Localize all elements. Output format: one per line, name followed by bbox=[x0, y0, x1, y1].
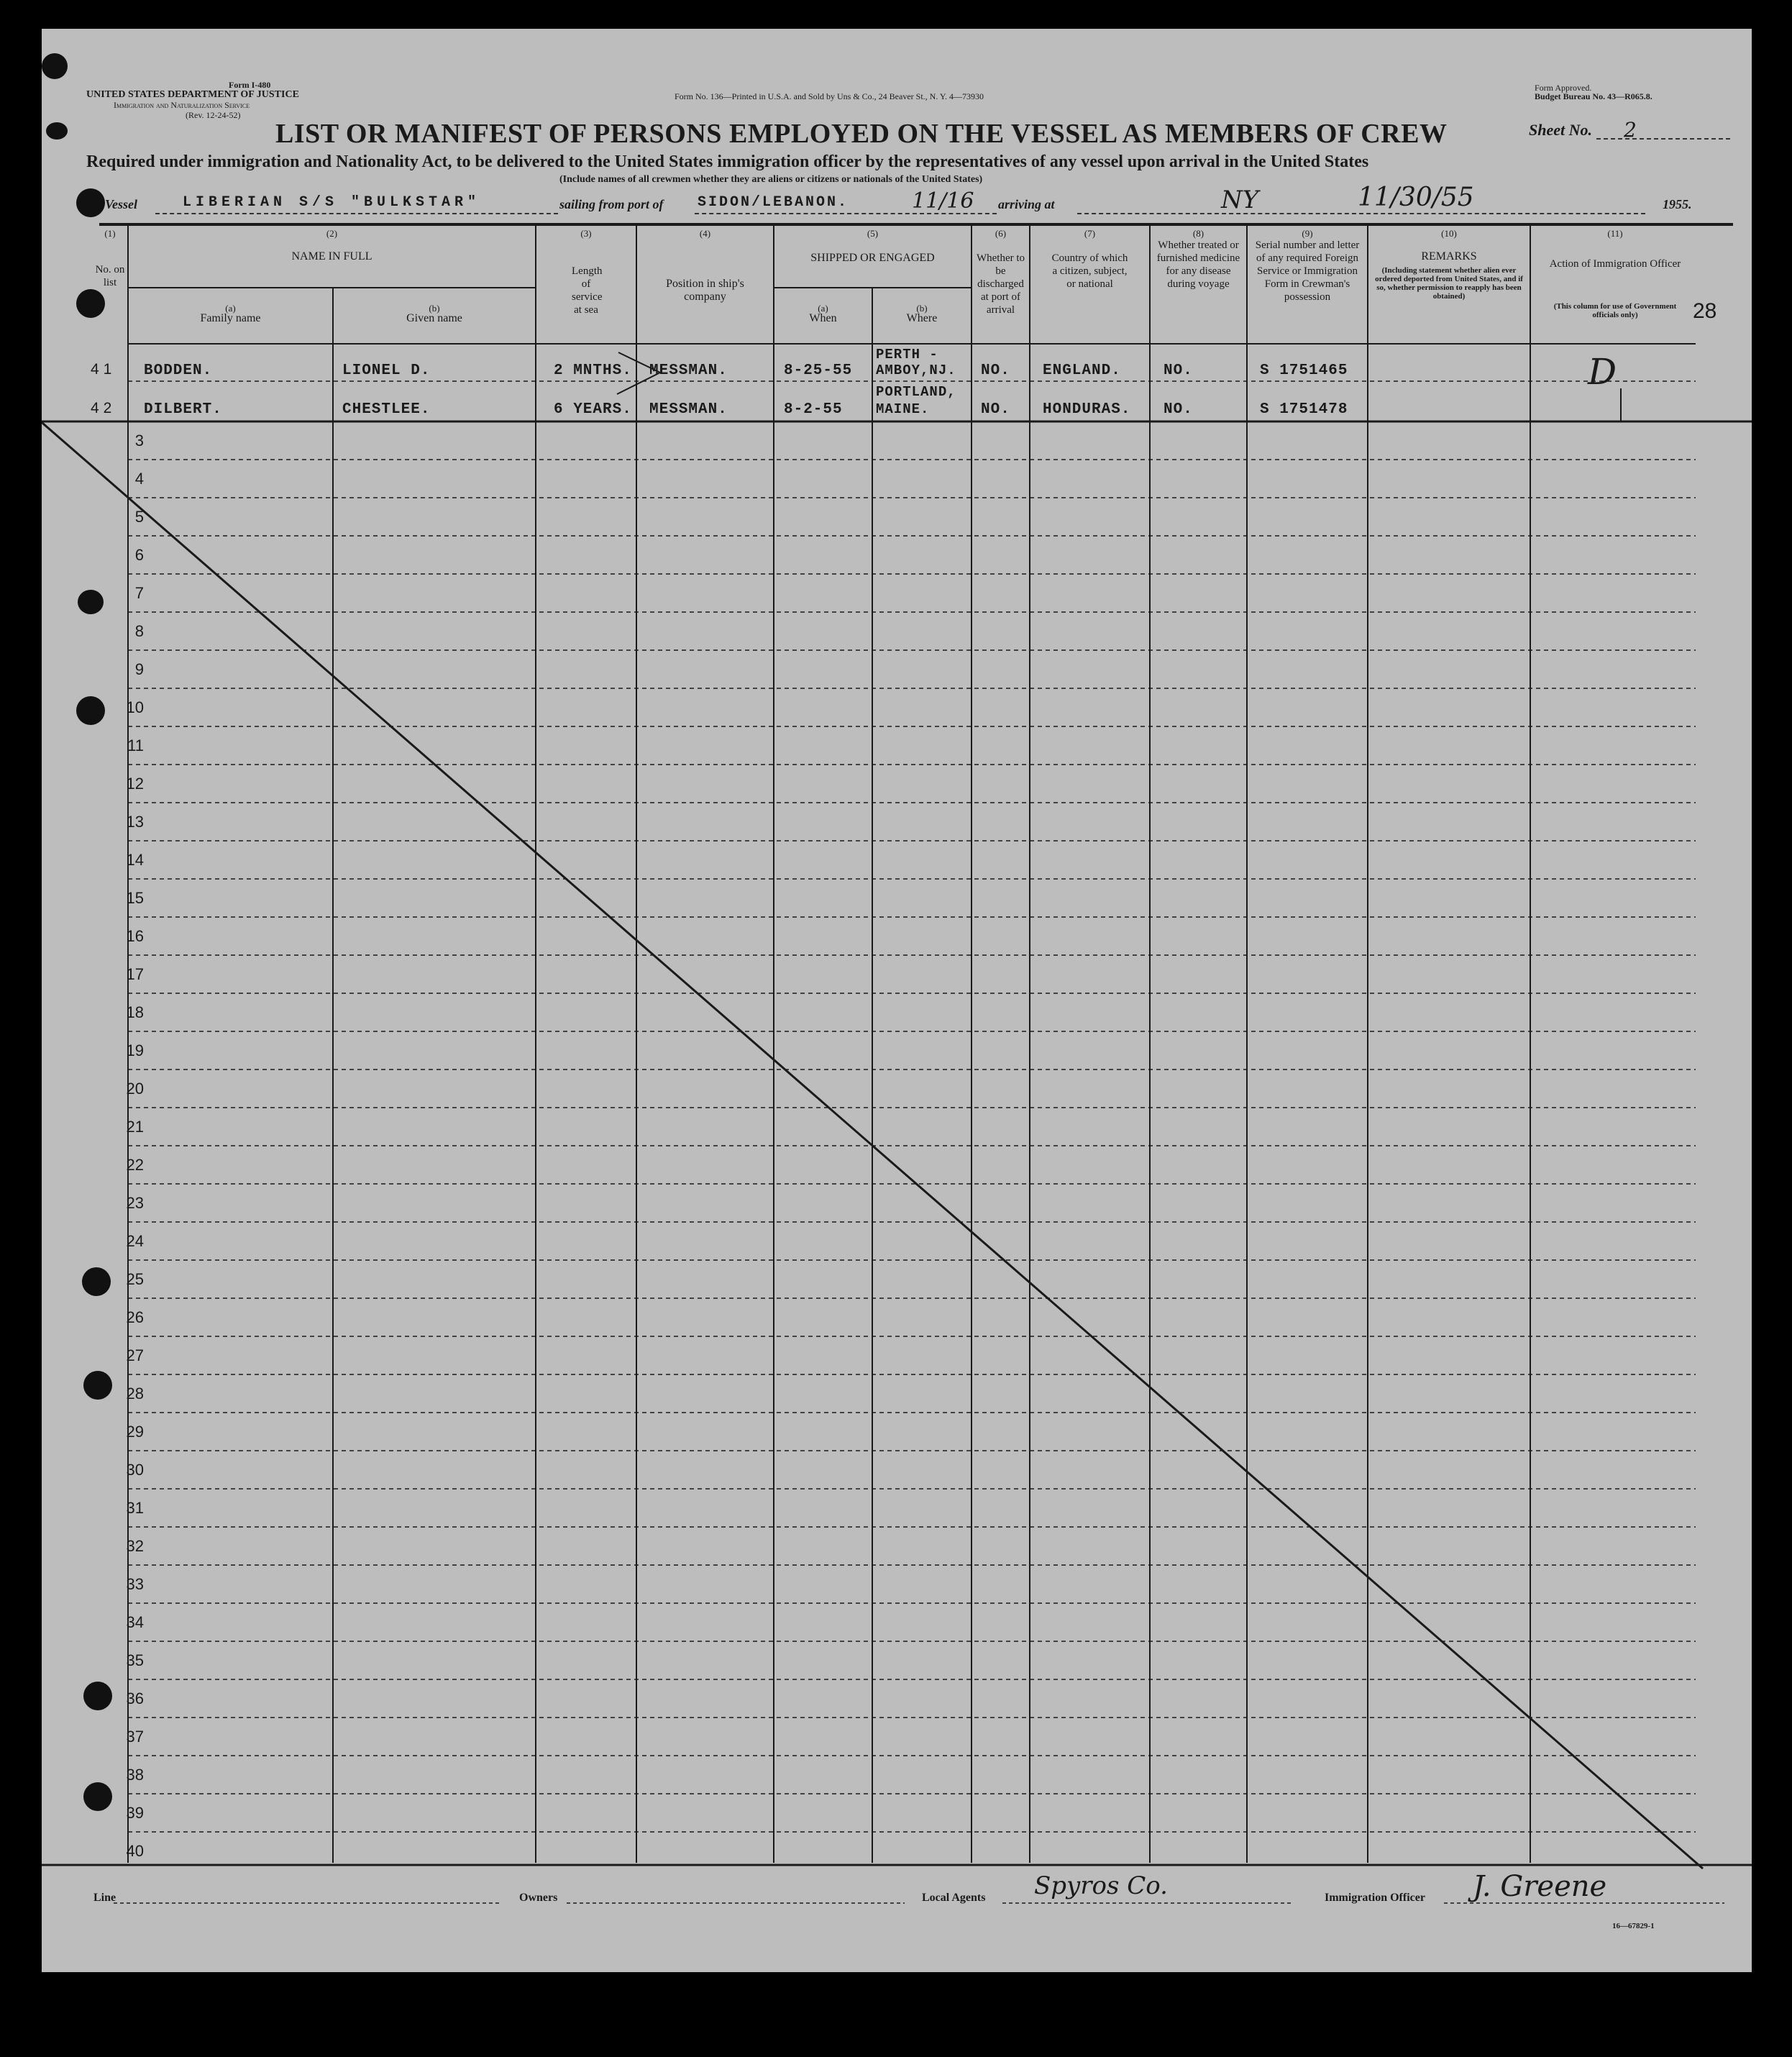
row-number: 4 bbox=[134, 470, 144, 488]
owners-label: Owners bbox=[519, 1892, 558, 1904]
given-name-42: CHESTLEE. bbox=[342, 401, 431, 418]
col-11-header: Action of Immigration Officer bbox=[1549, 258, 1681, 270]
row-number: 14 bbox=[126, 851, 144, 869]
sailing-label: sailing from port of bbox=[559, 197, 664, 211]
arriving-label: arriving at bbox=[998, 197, 1055, 211]
col-10-header: REMARKS bbox=[1421, 250, 1477, 263]
service-42: 6 YEARS. bbox=[554, 401, 632, 418]
department: UNITED STATES DEPARTMENT OF JUSTICE bbox=[86, 89, 299, 100]
subtitle: Required under immigration and Nationality Act, to be delivered to the United States immigration officer by the representatives of any vessel upon arrival in the United States bbox=[86, 152, 1369, 171]
row-number: 26 bbox=[126, 1308, 144, 1326]
position-41: MESSMAN. bbox=[649, 362, 728, 379]
col-2a-header: Family name bbox=[200, 312, 261, 324]
sheet-label: Sheet No. bbox=[1529, 121, 1592, 139]
row-number: 39 bbox=[126, 1804, 144, 1822]
row-number-41: 41 bbox=[91, 361, 116, 378]
row-number: 11 bbox=[127, 736, 144, 754]
serial-42: S 1751478 bbox=[1260, 401, 1348, 418]
service-41: 2 MNTHS. bbox=[554, 362, 632, 379]
given-name-41: LIONEL D. bbox=[342, 362, 431, 379]
col-4-number: (4) bbox=[699, 228, 711, 239]
year: 1955. bbox=[1663, 197, 1692, 211]
col-5a-letter: (a) bbox=[818, 303, 828, 314]
row-number: 10 bbox=[126, 698, 144, 716]
col-5-header: SHIPPED OR ENGAGED bbox=[810, 252, 935, 264]
row-number: 35 bbox=[126, 1651, 144, 1669]
row-number: 40 bbox=[126, 1842, 144, 1860]
row-number: 5 bbox=[134, 508, 144, 526]
medicine-41: NO. bbox=[1164, 362, 1193, 379]
sheet-number: 2 bbox=[1624, 118, 1637, 142]
col-6-number: (6) bbox=[995, 228, 1007, 239]
row-number: 36 bbox=[126, 1689, 144, 1707]
form-revision: (Rev. 12-24-52) bbox=[186, 110, 241, 120]
row-number: 37 bbox=[126, 1728, 144, 1746]
line-label: Line bbox=[93, 1892, 116, 1904]
row-number: 24 bbox=[126, 1232, 144, 1250]
vessel-label: Vessel bbox=[105, 197, 137, 211]
col-11-note: (This column for use of Government officials only) bbox=[1553, 302, 1677, 319]
col-2-header: NAME IN FULL bbox=[291, 250, 372, 263]
stamp-number: 28 bbox=[1693, 299, 1717, 323]
row-number: 28 bbox=[126, 1385, 144, 1402]
page-title: LIST OR MANIFEST OF PERSONS EMPLOYED ON THE VESSEL AS MEMBERS OF CREW bbox=[275, 119, 1448, 149]
sailing-date: 11/16 bbox=[912, 188, 974, 214]
printer-note: Form No. 136—Printed in U.S.A. and Sold by Uns & Co., 24 Beaver St., N. Y. 4—73930 bbox=[675, 91, 984, 101]
approval-line-2: Budget Bureau No. 43—R065.8. bbox=[1535, 91, 1652, 101]
discharge-42: NO. bbox=[981, 401, 1010, 418]
where-41-line2: AMBOY,NJ. bbox=[876, 362, 956, 378]
row-number-42: 42 bbox=[91, 400, 116, 416]
arriving-date: 11/30/55 bbox=[1358, 183, 1474, 212]
col-3-number: (3) bbox=[580, 228, 592, 239]
manifest-page bbox=[42, 29, 1752, 1972]
when-42: 8-2-55 bbox=[784, 401, 843, 418]
col-9-number: (9) bbox=[1302, 228, 1313, 239]
local-agents-signature: Spyros Co. bbox=[1034, 1871, 1168, 1900]
row-number: 31 bbox=[126, 1499, 144, 1517]
row-number: 32 bbox=[126, 1537, 144, 1555]
row-number: 15 bbox=[126, 889, 144, 907]
footer-code: 16—67829-1 bbox=[1612, 1922, 1655, 1930]
form-number: Form I-480 bbox=[229, 80, 271, 90]
col-2b-letter: (b) bbox=[429, 303, 440, 314]
row-number: 21 bbox=[126, 1118, 144, 1136]
col-10-number: (10) bbox=[1441, 228, 1457, 239]
serial-41: S 1751465 bbox=[1260, 362, 1348, 379]
row-number: 29 bbox=[126, 1423, 144, 1441]
col-2-number: (2) bbox=[326, 228, 338, 239]
col-8-header: Whether treated or furnished medicine for any disease during voyage bbox=[1156, 240, 1240, 290]
col-9-header: Serial number and letter of any required Foreign Service or Immigration Form in Crewman's possession bbox=[1255, 240, 1360, 303]
where-42-line1: PORTLAND, bbox=[876, 384, 956, 400]
vessel-name: LIBERIAN S/S "BULKSTAR" bbox=[183, 194, 481, 211]
row-number: 7 bbox=[134, 584, 144, 602]
col-7-number: (7) bbox=[1084, 228, 1096, 239]
col-11-number: (11) bbox=[1607, 228, 1623, 239]
col-4-header: Position in ship's company bbox=[666, 278, 744, 303]
row-number: 8 bbox=[134, 622, 144, 640]
immigration-officer-signature: J. Greene bbox=[1473, 1870, 1607, 1903]
include-note: (Include names of all crewmen whether they are aliens or citizens or nationals of the United States) bbox=[559, 174, 983, 185]
row-number: 18 bbox=[126, 1003, 144, 1021]
local-agents-label: Local Agents bbox=[922, 1892, 986, 1904]
col-5b-header: Where bbox=[906, 312, 938, 324]
row-number: 22 bbox=[126, 1156, 144, 1174]
col-1-header: No. on list bbox=[95, 264, 125, 288]
row-number: 19 bbox=[126, 1041, 144, 1059]
medicine-42: NO. bbox=[1164, 401, 1193, 418]
row-number: 27 bbox=[126, 1346, 144, 1364]
row-number: 38 bbox=[126, 1766, 144, 1784]
country-41: ENGLAND. bbox=[1043, 362, 1121, 379]
col-1-number: (1) bbox=[104, 228, 116, 239]
col-2b-header: Given name bbox=[406, 312, 462, 324]
where-42-line2: MAINE. bbox=[876, 401, 930, 417]
row-number: 34 bbox=[126, 1613, 144, 1631]
country-42: HONDURAS. bbox=[1043, 401, 1131, 418]
row-number: 12 bbox=[126, 775, 144, 793]
position-42: MESSMAN. bbox=[649, 401, 728, 418]
row-number: 3 bbox=[134, 432, 144, 450]
col-7-header: Country of which a citizen, subject, or national bbox=[1051, 252, 1128, 290]
col-10-note: (Including statement whether alien ever ordered deported from United States, and if so, whether permission to reapply has been obtained) bbox=[1375, 266, 1523, 301]
row-number: 6 bbox=[134, 546, 144, 564]
family-name-41: BODDEN. bbox=[144, 362, 213, 379]
col-2a-letter: (a) bbox=[225, 303, 236, 314]
family-name-42: DILBERT. bbox=[144, 401, 222, 418]
col-8-number: (8) bbox=[1192, 228, 1204, 239]
where-41-line1: PERTH - bbox=[876, 347, 938, 362]
when-41: 8-25-55 bbox=[784, 362, 853, 379]
arriving-port: NY bbox=[1221, 186, 1259, 214]
row-number: 23 bbox=[126, 1194, 144, 1212]
row-number: 16 bbox=[126, 927, 144, 945]
col-5b-letter: (b) bbox=[916, 303, 928, 314]
col-3-header: Length of service at sea bbox=[572, 265, 603, 316]
row-number: 9 bbox=[134, 660, 144, 678]
col-6-header: Whether to be discharged at port of arrival bbox=[976, 252, 1025, 316]
row-number: 30 bbox=[126, 1461, 144, 1479]
row-number: 13 bbox=[126, 813, 144, 831]
approval-line-1: Form Approved. bbox=[1535, 83, 1592, 93]
col-5-number: (5) bbox=[867, 228, 879, 239]
col-5a-header: When bbox=[809, 312, 837, 324]
row-number: 33 bbox=[126, 1575, 144, 1593]
row-number: 20 bbox=[126, 1080, 144, 1098]
action-41: D bbox=[1588, 351, 1617, 393]
discharge-41: NO. bbox=[981, 362, 1010, 379]
row-number: 17 bbox=[126, 965, 144, 983]
service-name: Immigration and Naturalization Service bbox=[114, 100, 250, 110]
sailing-port: SIDON/LEBANON. bbox=[698, 194, 849, 211]
immigration-officer-label: Immigration Officer bbox=[1325, 1892, 1425, 1904]
row-number: 25 bbox=[126, 1270, 144, 1288]
